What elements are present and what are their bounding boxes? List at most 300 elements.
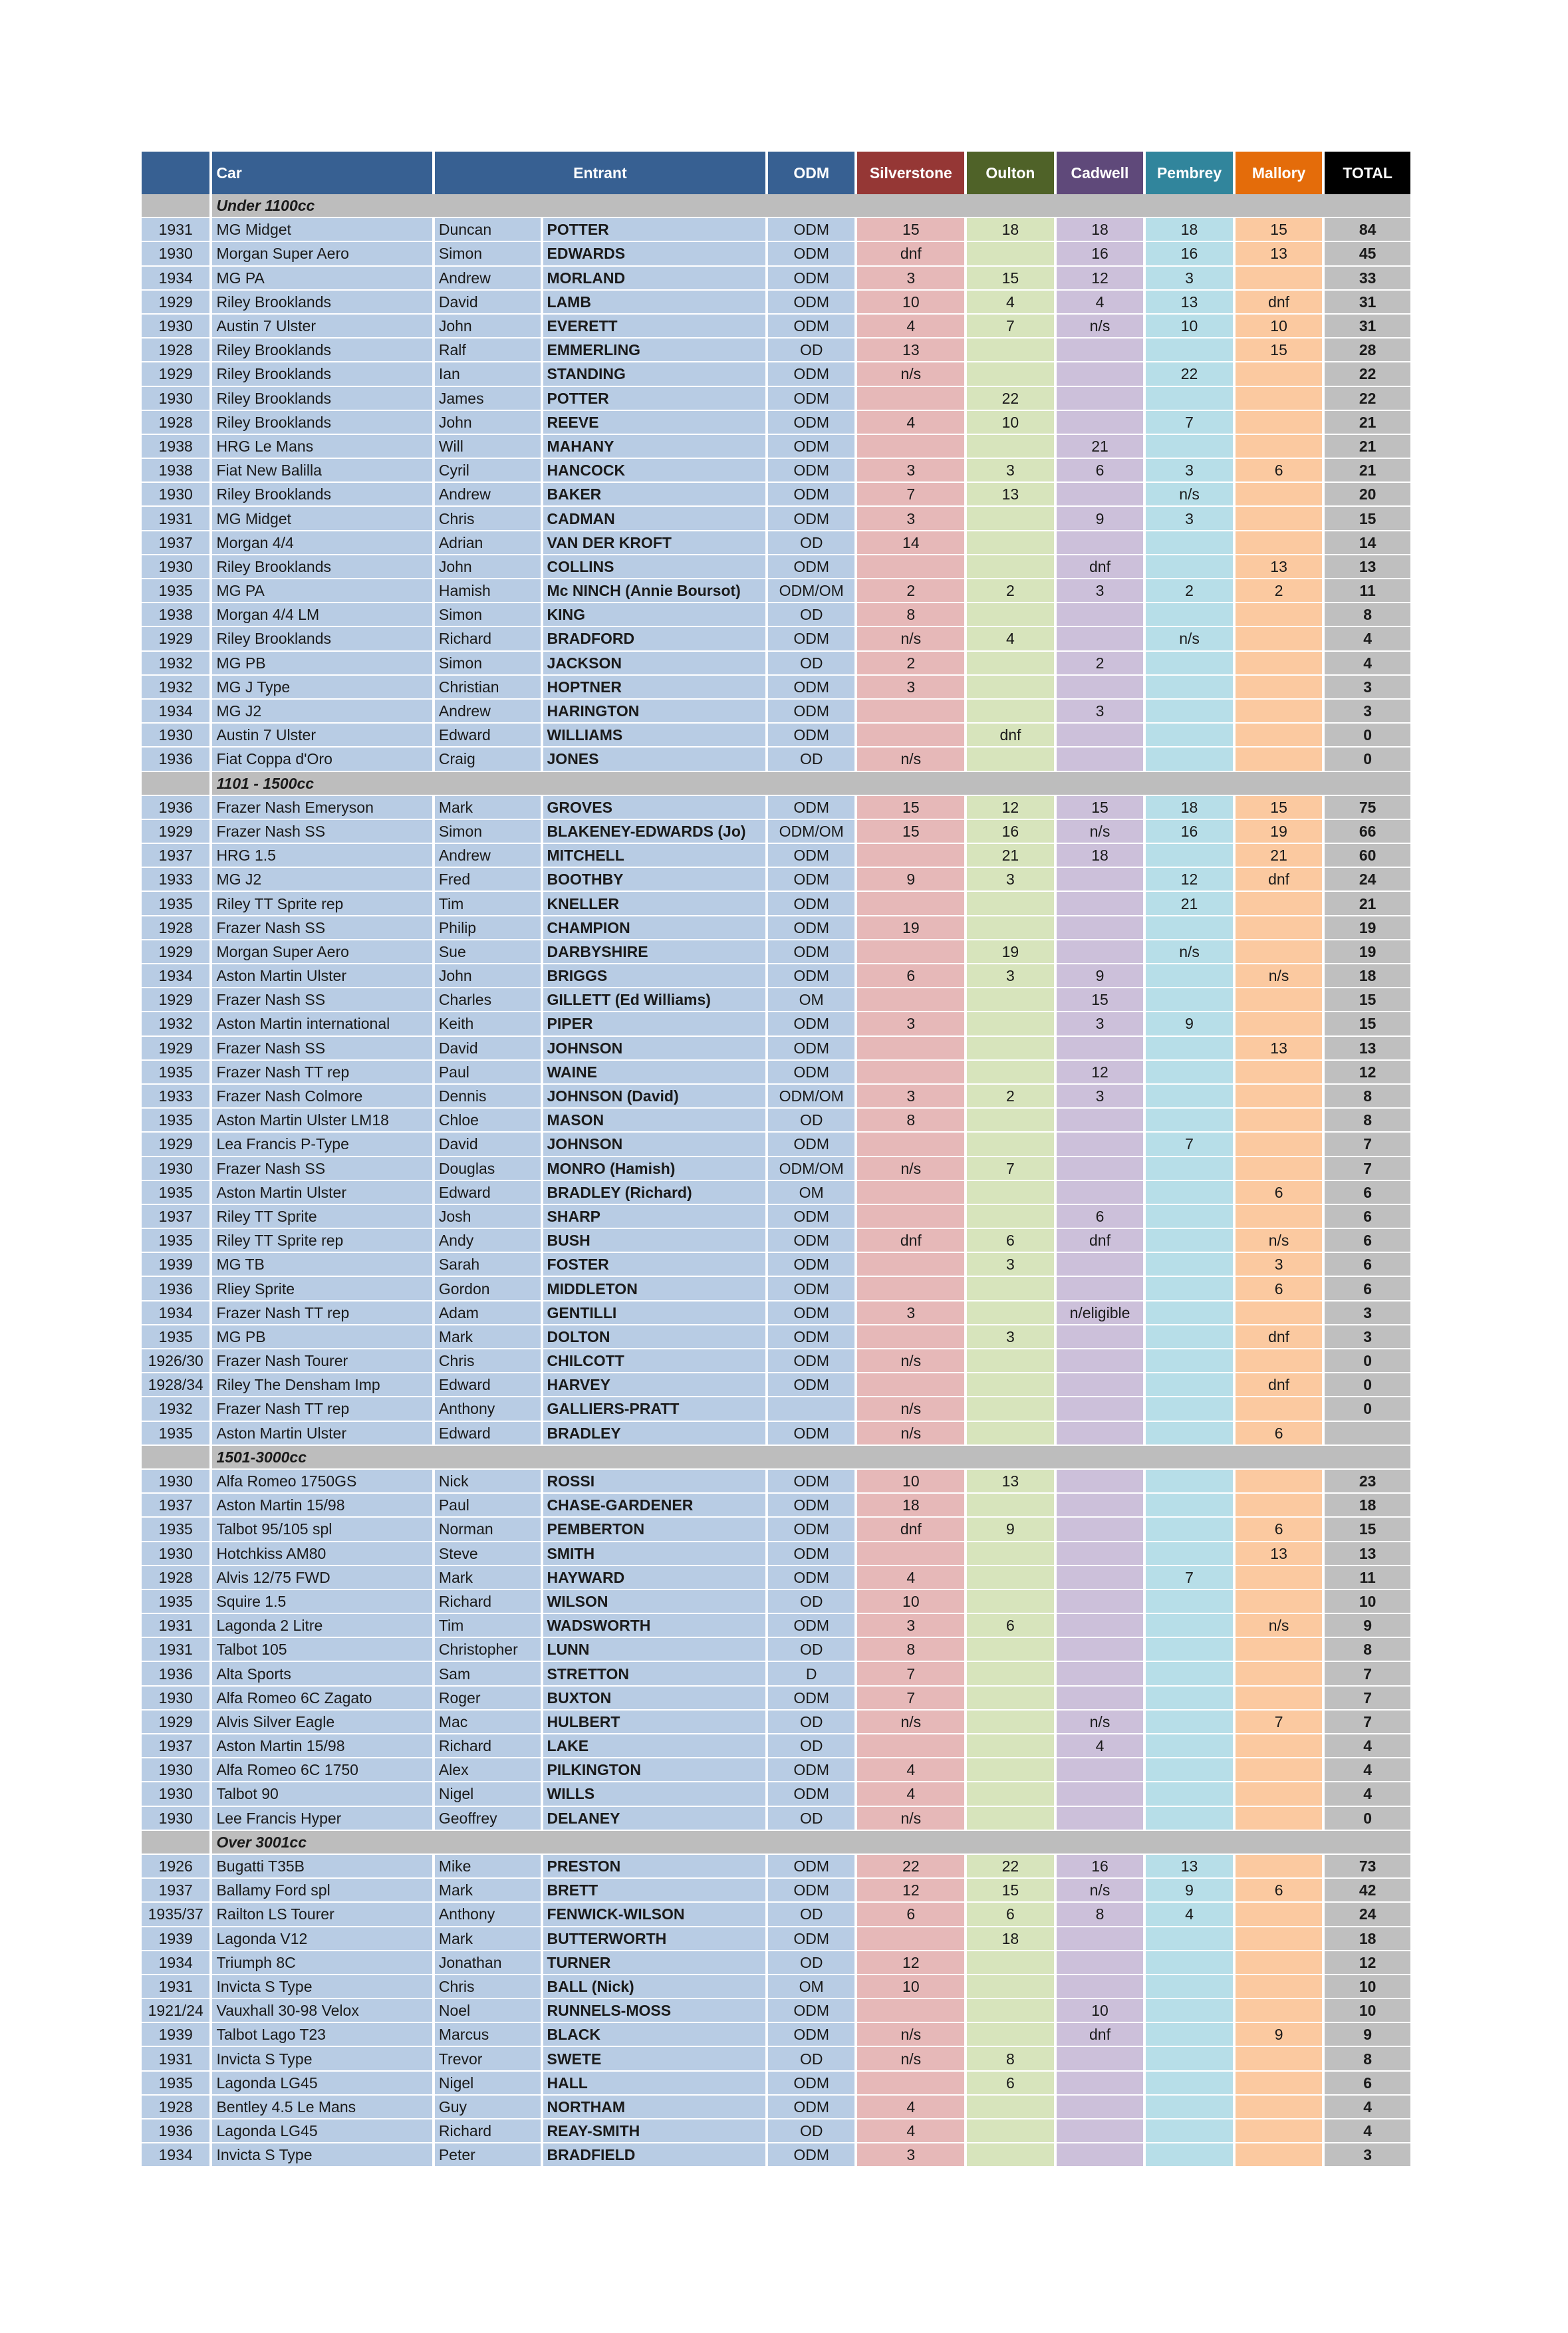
first-name-cell: Christian xyxy=(435,676,541,700)
entrant-header: Entrant xyxy=(435,152,765,194)
table-row xyxy=(142,459,1410,483)
pembrey-cell xyxy=(1146,964,1233,988)
car-cell: MG TB xyxy=(212,1253,432,1277)
mallory-cell xyxy=(1236,940,1323,964)
mallory-cell xyxy=(1236,1975,1323,1999)
silverstone-cell: 4 xyxy=(857,2096,964,2120)
total-cell: 23 xyxy=(1325,1470,1410,1494)
cadwell-cell xyxy=(1057,2120,1144,2143)
year-cell: 1936 xyxy=(142,748,209,771)
oulton-cell xyxy=(967,2120,1054,2143)
mallory-cell xyxy=(1236,1903,1323,1927)
mallory-cell xyxy=(1236,2120,1323,2143)
cadwell-cell xyxy=(1057,531,1144,555)
oulton-cell: 7 xyxy=(967,1157,1054,1181)
odm-cell: ODM xyxy=(768,315,855,339)
pembrey-cell xyxy=(1146,603,1233,627)
cadwell-cell xyxy=(1057,1157,1144,1181)
first-name-cell: Fred xyxy=(435,868,541,892)
pembrey-cell xyxy=(1146,652,1233,676)
odm-cell: OD xyxy=(768,2120,855,2143)
silverstone-cell: dnf xyxy=(857,1229,964,1253)
oulton-cell xyxy=(967,1662,1054,1686)
silverstone-cell xyxy=(857,892,964,916)
pembrey-cell xyxy=(1146,700,1233,724)
total-cell: 4 xyxy=(1325,627,1410,651)
pembrey-cell xyxy=(1146,1277,1233,1301)
car-cell: Hotchkiss AM80 xyxy=(212,1542,432,1566)
table-row xyxy=(142,2023,1410,2047)
total-cell: 7 xyxy=(1325,1711,1410,1734)
year-cell: 1928/34 xyxy=(142,1373,209,1397)
first-name-cell: Edward xyxy=(435,724,541,748)
section-row xyxy=(142,194,1410,218)
pembrey-cell xyxy=(1146,1157,1233,1181)
cadwell-cell: dnf xyxy=(1057,555,1144,579)
total-cell: 15 xyxy=(1325,1012,1410,1036)
mallory-cell: 19 xyxy=(1236,820,1323,844)
silverstone-cell: 10 xyxy=(857,1590,964,1614)
first-name-cell: Edward xyxy=(435,1422,541,1446)
silverstone-cell: dnf xyxy=(857,1518,964,1542)
surname-cell: MORLAND xyxy=(543,267,765,291)
silverstone-cell: 10 xyxy=(857,291,964,315)
year-cell: 1926 xyxy=(142,1855,209,1879)
cadwell-cell: 4 xyxy=(1057,1734,1144,1758)
surname-cell: PEMBERTON xyxy=(543,1518,765,1542)
cadwell-cell xyxy=(1057,1349,1144,1373)
oulton-cell xyxy=(967,603,1054,627)
surname-cell: LUNN xyxy=(543,1638,765,1662)
mallory-cell xyxy=(1236,1205,1323,1229)
oulton-cell xyxy=(967,1181,1054,1205)
surname-cell: DOLTON xyxy=(543,1325,765,1349)
surname-cell: WILLIAMS xyxy=(543,724,765,748)
mallory-cell xyxy=(1236,603,1323,627)
odm-cell: ODM xyxy=(768,1205,855,1229)
first-name-cell: Richard xyxy=(435,1734,541,1758)
section-title: 1501-3000cc xyxy=(212,1446,1410,1470)
mallory-cell xyxy=(1236,2096,1323,2120)
total-cell: 22 xyxy=(1325,362,1410,386)
table-row xyxy=(142,507,1410,531)
car-cell: Riley Brooklands xyxy=(212,291,432,315)
car-cell: Bentley 4.5 Le Mans xyxy=(212,2096,432,2120)
cadwell-cell xyxy=(1057,1782,1144,1806)
pembrey-cell xyxy=(1146,844,1233,868)
silverstone-cell: 14 xyxy=(857,531,964,555)
year-cell: 1930 xyxy=(142,1758,209,1782)
first-name-cell: Keith xyxy=(435,1012,541,1036)
table-row xyxy=(142,1975,1410,1999)
pembrey-cell xyxy=(1146,1422,1233,1446)
year-cell: 1929 xyxy=(142,362,209,386)
odm-cell: ODM xyxy=(768,1614,855,1638)
silverstone-cell: 7 xyxy=(857,483,964,507)
surname-cell: HANCOCK xyxy=(543,459,765,483)
oulton-cell: 3 xyxy=(967,964,1054,988)
surname-cell: DARBYSHIRE xyxy=(543,940,765,964)
car-cell: Riley Brooklands xyxy=(212,483,432,507)
total-cell: 3 xyxy=(1325,1302,1410,1325)
silverstone-cell: 13 xyxy=(857,339,964,362)
oulton-cell: 3 xyxy=(967,1253,1054,1277)
pembrey-cell xyxy=(1146,2120,1233,2143)
odm-cell: ODM xyxy=(768,2143,855,2167)
pembrey-cell xyxy=(1146,1085,1233,1109)
cadwell-cell: 3 xyxy=(1057,579,1144,603)
surname-cell: PILKINGTON xyxy=(543,1758,765,1782)
silverstone-header: Silverstone xyxy=(857,152,964,194)
pembrey-cell xyxy=(1146,1711,1233,1734)
odm-cell: ODM xyxy=(768,2023,855,2047)
year-cell: 1929 xyxy=(142,291,209,315)
odm-cell: ODM xyxy=(768,1373,855,1397)
odm-cell: OD xyxy=(768,2047,855,2071)
oulton-cell xyxy=(967,676,1054,700)
table-row xyxy=(142,1855,1410,1879)
oulton-cell xyxy=(967,242,1054,266)
surname-cell: JOHNSON xyxy=(543,1133,765,1157)
odm-cell: OD xyxy=(768,1590,855,1614)
year-cell: 1929 xyxy=(142,1037,209,1061)
odm-cell: OD xyxy=(768,1638,855,1662)
silverstone-cell: 4 xyxy=(857,315,964,339)
silverstone-cell xyxy=(857,700,964,724)
surname-cell: BRADFIELD xyxy=(543,2143,765,2167)
odm-cell: ODM xyxy=(768,1325,855,1349)
surname-cell: EDWARDS xyxy=(543,242,765,266)
year-cell: 1937 xyxy=(142,531,209,555)
total-cell: 6 xyxy=(1325,1253,1410,1277)
car-cell: Frazer Nash TT rep xyxy=(212,1302,432,1325)
car-cell: Frazer Nash TT rep xyxy=(212,1061,432,1085)
car-cell: Riley TT Sprite rep xyxy=(212,1229,432,1253)
odm-cell: ODM xyxy=(768,267,855,291)
first-name-cell: Hamish xyxy=(435,579,541,603)
oulton-cell xyxy=(967,507,1054,531)
pembrey-cell: n/s xyxy=(1146,940,1233,964)
silverstone-cell: n/s xyxy=(857,362,964,386)
first-name-cell: Gordon xyxy=(435,1277,541,1301)
silverstone-cell xyxy=(857,1133,964,1157)
oulton-cell: 13 xyxy=(967,1470,1054,1494)
silverstone-cell: 15 xyxy=(857,820,964,844)
mallory-cell xyxy=(1236,1662,1323,1686)
odm-cell: ODM xyxy=(768,1927,855,1951)
silverstone-cell: 4 xyxy=(857,1782,964,1806)
car-cell: Frazer Nash SS xyxy=(212,1037,432,1061)
car-cell: Morgan Super Aero xyxy=(212,242,432,266)
silverstone-cell: 3 xyxy=(857,1302,964,1325)
first-name-cell: David xyxy=(435,1133,541,1157)
cadwell-cell xyxy=(1057,1662,1144,1686)
cadwell-cell xyxy=(1057,1590,1144,1614)
oulton-cell xyxy=(967,1951,1054,1975)
car-cell: Lagonda LG45 xyxy=(212,2120,432,2143)
section-row xyxy=(142,1446,1410,1470)
table-row xyxy=(142,1566,1410,1590)
car-cell: Riley Brooklands xyxy=(212,362,432,386)
first-name-cell: David xyxy=(435,1037,541,1061)
odm-cell: ODM/OM xyxy=(768,1157,855,1181)
pembrey-cell xyxy=(1146,676,1233,700)
cadwell-cell: 9 xyxy=(1057,964,1144,988)
pembrey-cell: 9 xyxy=(1146,1012,1233,1036)
table-row xyxy=(142,700,1410,724)
table-row xyxy=(142,2120,1410,2143)
car-cell: Aston Martin Ulster LM18 xyxy=(212,1109,432,1133)
pembrey-cell: 3 xyxy=(1146,267,1233,291)
silverstone-cell xyxy=(857,435,964,459)
oulton-cell xyxy=(967,988,1054,1012)
surname-cell: HOPTNER xyxy=(543,676,765,700)
total-cell: 4 xyxy=(1325,2120,1410,2143)
odm-cell: ODM xyxy=(768,844,855,868)
odm-cell: ODM xyxy=(768,627,855,651)
car-cell: MG J Type xyxy=(212,676,432,700)
oulton-cell: 10 xyxy=(967,411,1054,435)
mallory-cell: 6 xyxy=(1236,1422,1323,1446)
mallory-cell xyxy=(1236,1302,1323,1325)
oulton-cell xyxy=(967,2023,1054,2047)
odm-cell: ODM xyxy=(768,2072,855,2096)
mallory-cell: 6 xyxy=(1236,1879,1323,1903)
total-cell: 19 xyxy=(1325,940,1410,964)
car-cell: HRG 1.5 xyxy=(212,844,432,868)
year-cell: 1932 xyxy=(142,676,209,700)
cadwell-cell xyxy=(1057,724,1144,748)
table-row xyxy=(142,988,1410,1012)
table-row xyxy=(142,362,1410,386)
cadwell-cell: 3 xyxy=(1057,1012,1144,1036)
odm-cell: ODM xyxy=(768,1687,855,1711)
year-cell: 1931 xyxy=(142,1975,209,1999)
pembrey-cell: 7 xyxy=(1146,1133,1233,1157)
surname-cell: JOHNSON (David) xyxy=(543,1085,765,1109)
surname-cell: HULBERT xyxy=(543,1711,765,1734)
total-cell: 60 xyxy=(1325,844,1410,868)
mallory-cell: 9 xyxy=(1236,2023,1323,2047)
first-name-cell: Richard xyxy=(435,2120,541,2143)
first-name-cell: Richard xyxy=(435,1590,541,1614)
cadwell-cell: dnf xyxy=(1057,2023,1144,2047)
table-row xyxy=(142,2096,1410,2120)
surname-cell: MIDDLETON xyxy=(543,1277,765,1301)
oulton-cell: 6 xyxy=(967,1614,1054,1638)
total-cell: 31 xyxy=(1325,291,1410,315)
surname-cell: HARINGTON xyxy=(543,700,765,724)
car-cell: Riley Brooklands xyxy=(212,387,432,411)
total-cell: 14 xyxy=(1325,531,1410,555)
total-cell: 7 xyxy=(1325,1157,1410,1181)
silverstone-cell: 15 xyxy=(857,218,964,242)
car-cell: Frazer Nash Emeryson xyxy=(212,796,432,820)
first-name-cell: Simon xyxy=(435,652,541,676)
mallory-cell: 3 xyxy=(1236,1253,1323,1277)
odm-cell: D xyxy=(768,1662,855,1686)
total-cell: 0 xyxy=(1325,748,1410,771)
pembrey-cell xyxy=(1146,2096,1233,2120)
pembrey-cell xyxy=(1146,387,1233,411)
oulton-cell xyxy=(967,1205,1054,1229)
pembrey-cell xyxy=(1146,1975,1233,1999)
table-row xyxy=(142,2143,1410,2167)
pembrey-cell xyxy=(1146,1999,1233,2023)
surname-cell: BLACK xyxy=(543,2023,765,2047)
cadwell-cell xyxy=(1057,1494,1144,1518)
car-cell: Lee Francis Hyper xyxy=(212,1807,432,1831)
mallory-cell xyxy=(1236,1927,1323,1951)
year-cell: 1938 xyxy=(142,603,209,627)
car-cell: Fiat New Balilla xyxy=(212,459,432,483)
car-cell: MG J2 xyxy=(212,700,432,724)
table-row xyxy=(142,1012,1410,1036)
surname-cell: FOSTER xyxy=(543,1253,765,1277)
total-cell: 15 xyxy=(1325,507,1410,531)
year-cell: 1929 xyxy=(142,820,209,844)
silverstone-cell xyxy=(857,555,964,579)
cadwell-cell xyxy=(1057,1037,1144,1061)
year-cell: 1935 xyxy=(142,1229,209,1253)
cadwell-cell: 3 xyxy=(1057,700,1144,724)
car-cell: Aston Martin 15/98 xyxy=(212,1734,432,1758)
silverstone-cell: 8 xyxy=(857,1109,964,1133)
oulton-cell xyxy=(967,1711,1054,1734)
first-name-cell: Anthony xyxy=(435,1397,541,1421)
section-title: Under 1100cc xyxy=(212,194,1410,218)
oulton-cell xyxy=(967,700,1054,724)
first-name-cell: Noel xyxy=(435,1999,541,2023)
total-cell: 6 xyxy=(1325,1277,1410,1301)
surname-cell: SHARP xyxy=(543,1205,765,1229)
pembrey-cell xyxy=(1146,1518,1233,1542)
silverstone-cell: 4 xyxy=(857,2120,964,2143)
total-cell: 4 xyxy=(1325,652,1410,676)
car-cell: Austin 7 Ulster xyxy=(212,724,432,748)
oulton-cell xyxy=(967,2096,1054,2120)
car-cell: Alfa Romeo 6C 1750 xyxy=(212,1758,432,1782)
cadwell-cell xyxy=(1057,387,1144,411)
table-row xyxy=(142,1302,1410,1325)
section-row xyxy=(142,1831,1410,1855)
silverstone-cell: 10 xyxy=(857,1470,964,1494)
mallory-cell xyxy=(1236,916,1323,940)
car-cell: Frazer Nash SS xyxy=(212,916,432,940)
table-row xyxy=(142,1422,1410,1446)
year-cell: 1928 xyxy=(142,1566,209,1590)
pembrey-cell xyxy=(1146,2143,1233,2167)
pembrey-cell: n/s xyxy=(1146,627,1233,651)
year-cell: 1934 xyxy=(142,1302,209,1325)
total-cell: 7 xyxy=(1325,1133,1410,1157)
cadwell-cell: n/s xyxy=(1057,820,1144,844)
year-cell: 1929 xyxy=(142,627,209,651)
first-name-cell: Sue xyxy=(435,940,541,964)
odm-cell: ODM xyxy=(768,796,855,820)
oulton-cell xyxy=(967,652,1054,676)
surname-cell: Mc NINCH (Annie Boursot) xyxy=(543,579,765,603)
mallory-header: Mallory xyxy=(1236,152,1323,194)
table-row xyxy=(142,1951,1410,1975)
cadwell-cell xyxy=(1057,339,1144,362)
first-name-cell: Mark xyxy=(435,1927,541,1951)
silverstone-cell xyxy=(857,1927,964,1951)
car-cell: Riley TT Sprite xyxy=(212,1205,432,1229)
total-cell: 13 xyxy=(1325,1542,1410,1566)
silverstone-cell: 3 xyxy=(857,267,964,291)
silverstone-cell: n/s xyxy=(857,1349,964,1373)
odm-cell: OM xyxy=(768,988,855,1012)
silverstone-cell xyxy=(857,940,964,964)
mallory-cell: n/s xyxy=(1236,964,1323,988)
oulton-cell: 15 xyxy=(967,267,1054,291)
cadwell-cell xyxy=(1057,1133,1144,1157)
oulton-cell: 6 xyxy=(967,1229,1054,1253)
silverstone-cell: 18 xyxy=(857,1494,964,1518)
silverstone-cell xyxy=(857,1542,964,1566)
cadwell-cell xyxy=(1057,1614,1144,1638)
first-name-cell: Simon xyxy=(435,603,541,627)
oulton-cell xyxy=(967,1807,1054,1831)
cadwell-cell: 6 xyxy=(1057,459,1144,483)
mallory-cell xyxy=(1236,1061,1323,1085)
silverstone-cell xyxy=(857,988,964,1012)
total-cell: 3 xyxy=(1325,676,1410,700)
car-cell: Talbot 95/105 spl xyxy=(212,1518,432,1542)
year-cell: 1931 xyxy=(142,1614,209,1638)
pembrey-cell xyxy=(1146,1205,1233,1229)
cadwell-cell xyxy=(1057,1470,1144,1494)
car-cell: Alfa Romeo 6C Zagato xyxy=(212,1687,432,1711)
silverstone-cell xyxy=(857,1277,964,1301)
surname-cell: BRETT xyxy=(543,1879,765,1903)
cadwell-cell xyxy=(1057,1518,1144,1542)
oulton-cell: 21 xyxy=(967,844,1054,868)
cadwell-cell xyxy=(1057,2072,1144,2096)
surname-cell: PIPER xyxy=(543,1012,765,1036)
total-cell: 22 xyxy=(1325,387,1410,411)
table-row xyxy=(142,627,1410,651)
surname-cell: BUXTON xyxy=(543,1687,765,1711)
first-name-cell: Mark xyxy=(435,1325,541,1349)
silverstone-cell: 12 xyxy=(857,1879,964,1903)
car-cell: Alta Sports xyxy=(212,1662,432,1686)
car-cell: MG PA xyxy=(212,267,432,291)
results-body xyxy=(142,194,1410,2167)
pembrey-cell xyxy=(1146,2023,1233,2047)
first-name-cell: Sarah xyxy=(435,1253,541,1277)
first-name-cell: Geoffrey xyxy=(435,1807,541,1831)
first-name-cell: Mark xyxy=(435,1879,541,1903)
surname-cell: MONRO (Hamish) xyxy=(543,1157,765,1181)
odm-cell: ODM xyxy=(768,459,855,483)
odm-cell: OD xyxy=(768,1903,855,1927)
pembrey-cell xyxy=(1146,1734,1233,1758)
mallory-cell: 13 xyxy=(1236,1037,1323,1061)
mallory-cell xyxy=(1236,362,1323,386)
oulton-cell: dnf xyxy=(967,724,1054,748)
first-name-cell: Tim xyxy=(435,1614,541,1638)
odm-cell: ODM xyxy=(768,1494,855,1518)
total-cell: 31 xyxy=(1325,315,1410,339)
cadwell-cell xyxy=(1057,1758,1144,1782)
surname-cell: DELANEY xyxy=(543,1807,765,1831)
total-cell: 24 xyxy=(1325,868,1410,892)
mallory-cell: dnf xyxy=(1236,1325,1323,1349)
cadwell-cell xyxy=(1057,1397,1144,1421)
total-cell: 21 xyxy=(1325,459,1410,483)
